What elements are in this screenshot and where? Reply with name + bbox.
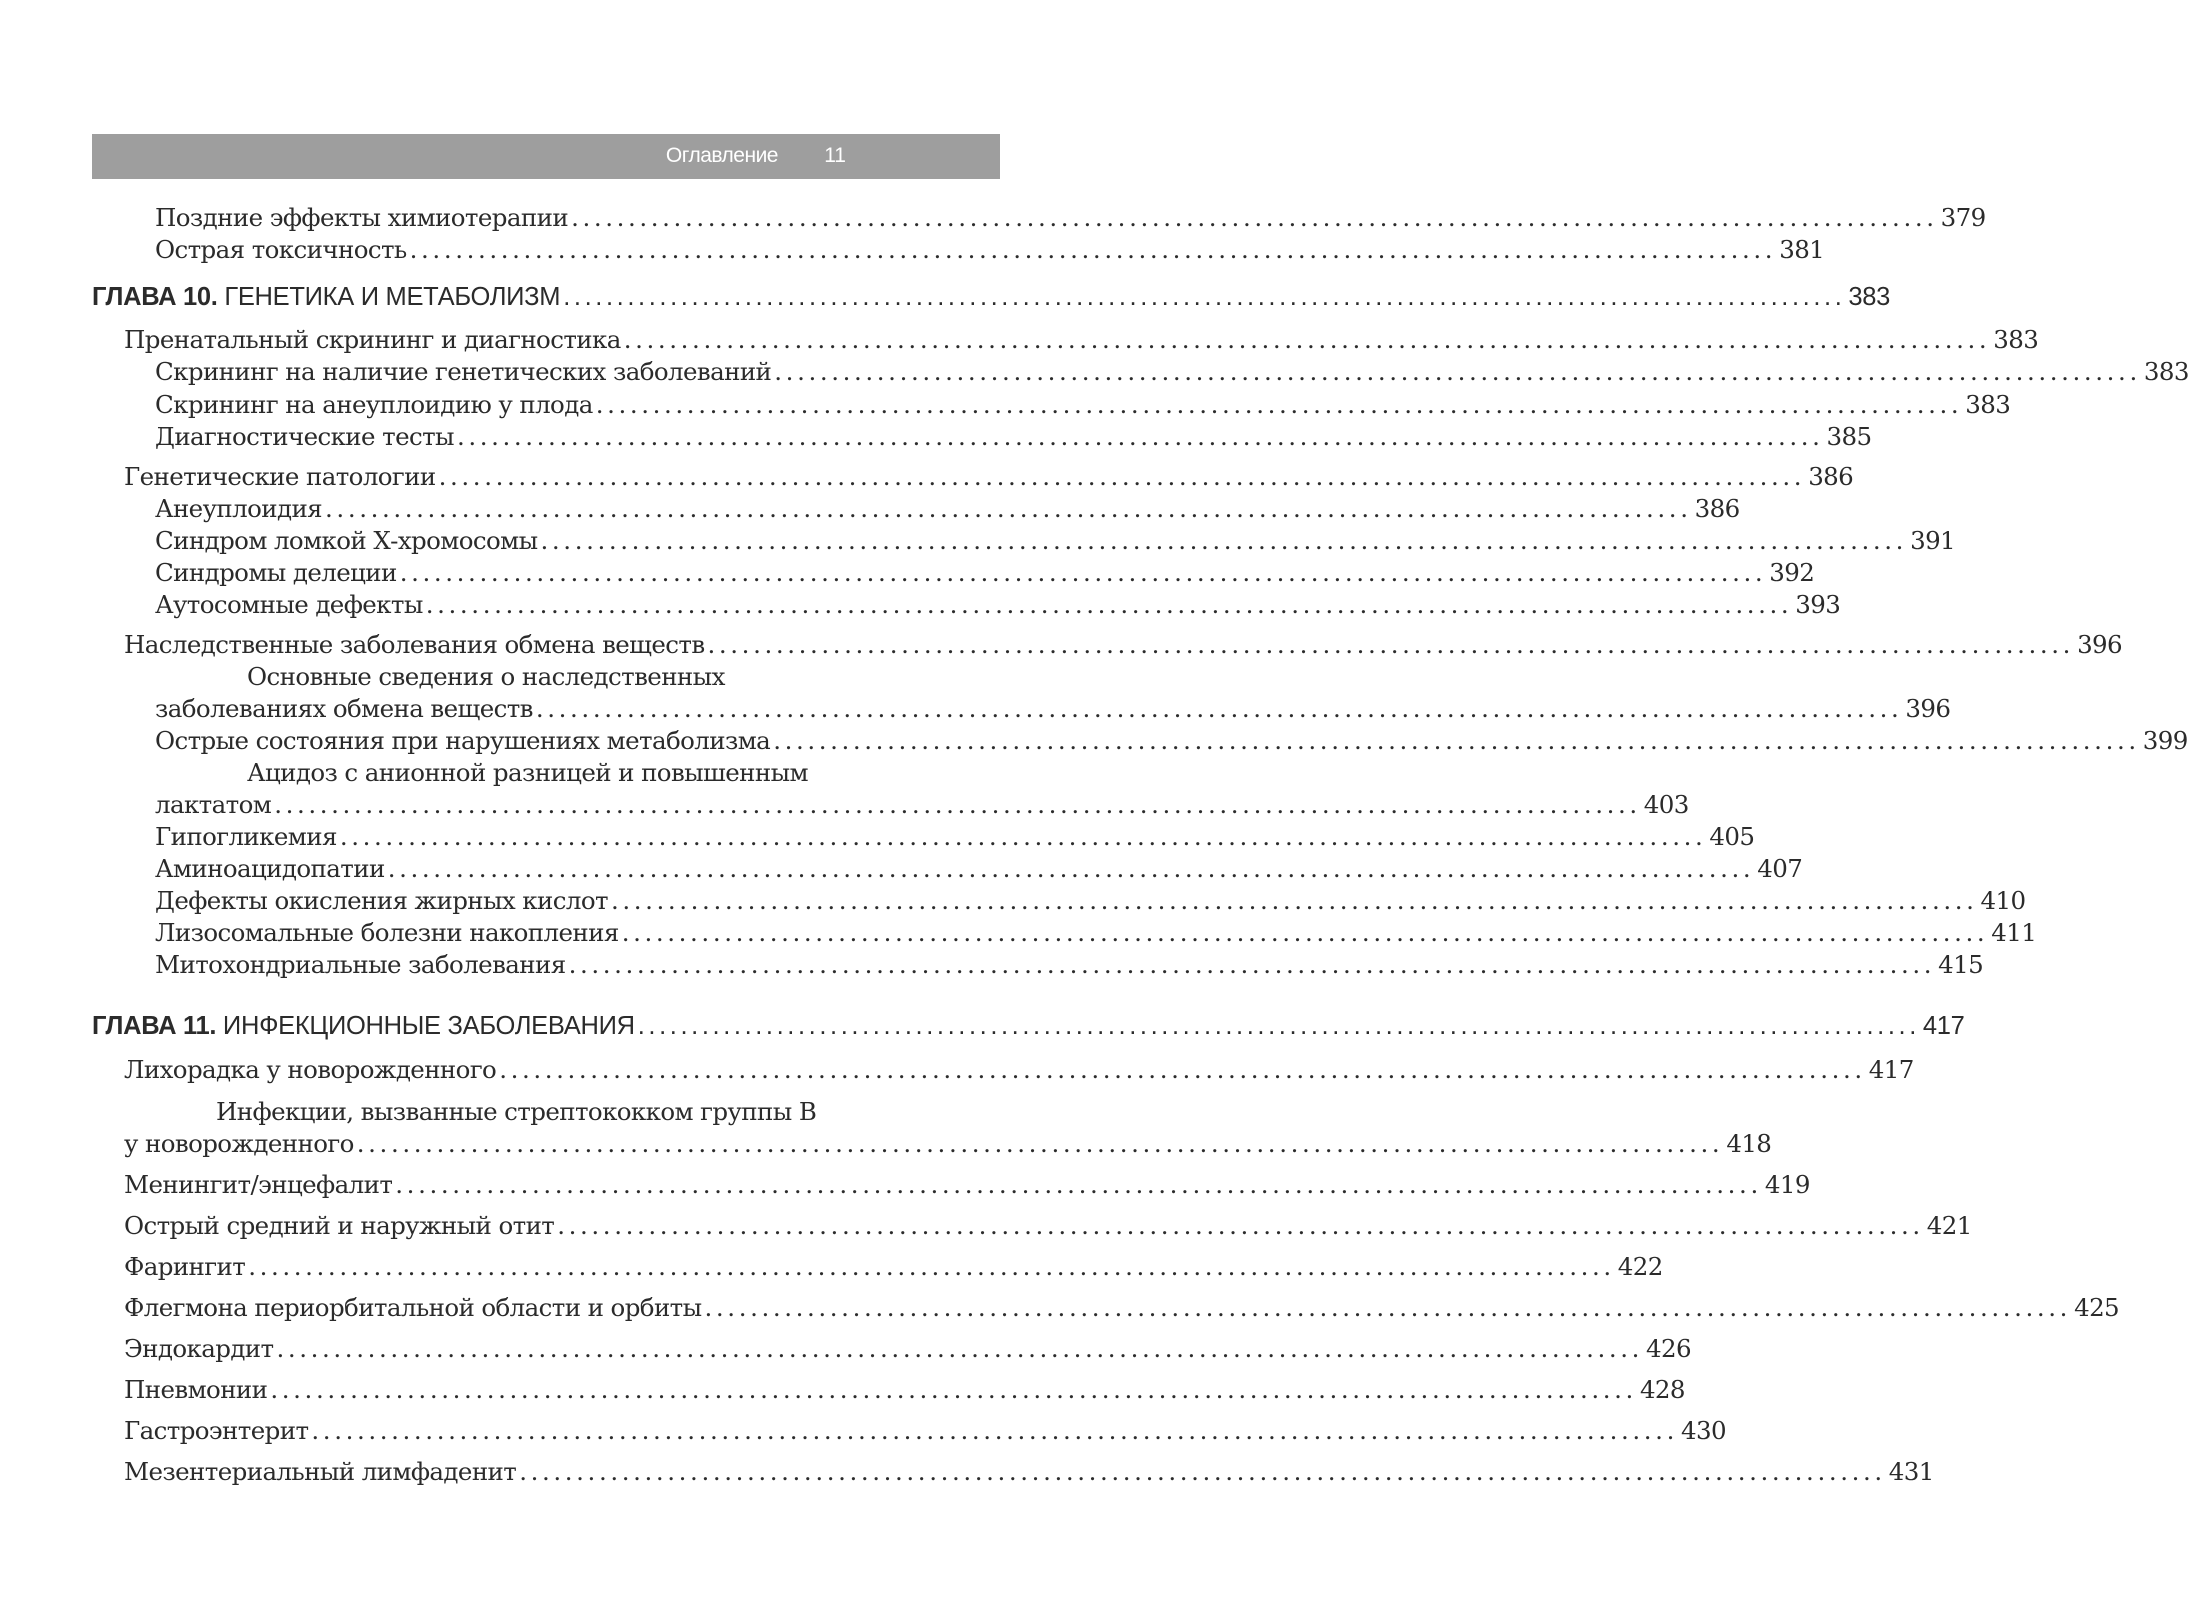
toc-entry-title: заболеваниях обмена веществ xyxy=(155,694,533,723)
leader-dots: ........................................................................................................................ xyxy=(248,1252,1615,1281)
toc-entry xyxy=(155,790,1689,819)
chapter-number: ГЛАВА 11. xyxy=(92,1012,217,1040)
leader-dots: ........................................................................................................................ xyxy=(356,1129,1724,1158)
toc-entry-page: 393 xyxy=(1795,590,1841,619)
header-title: Оглавление xyxy=(665,144,778,167)
toc-entry-title: Острые состояния при нарушениях метаболизма xyxy=(155,726,771,755)
toc-entry-page: 396 xyxy=(2077,630,2123,659)
toc-entry-page: 417 xyxy=(1868,1055,1914,1084)
leader-dots: ........................................................................................................................ xyxy=(637,1012,1920,1040)
leader-dots: ........................................................................................................................ xyxy=(499,1055,1866,1084)
toc-entry-page: 379 xyxy=(1940,203,1986,232)
toc-entry-title: Острая токсичность xyxy=(155,235,407,264)
toc-chapter-heading xyxy=(92,283,1891,312)
toc-entry-page: 411 xyxy=(1991,918,2037,947)
leader-dots: ........................................................................................................................ xyxy=(568,950,1936,979)
toc-entry-title: Флегмона периорбитальной области и орбиты xyxy=(124,1293,702,1322)
toc-entry xyxy=(155,357,2189,386)
toc-entry-page: 415 xyxy=(1938,950,1984,979)
toc-entry-page: 386 xyxy=(1808,462,1854,491)
toc-entry-title: Синдром ломкой Х-хромосомы xyxy=(155,526,538,555)
leader-dots: ........................................................................................................................ xyxy=(707,630,2075,659)
toc-entry xyxy=(155,886,2026,915)
toc-entry-title: Поздние эффекты химиотерапии xyxy=(155,203,569,232)
toc-entry xyxy=(124,1375,1685,1404)
toc-entry xyxy=(124,1293,2120,1322)
toc-entry xyxy=(155,526,1956,555)
toc-entry-page: 425 xyxy=(2074,1293,2120,1322)
leader-dots: ........................................................................................................................ xyxy=(311,1416,1678,1445)
toc-entry-page: 422 xyxy=(1617,1252,1663,1281)
toc-entry-title-line1: Ацидоз с анионной разницей и повышенным xyxy=(247,758,808,787)
toc-entry-page: 428 xyxy=(1639,1375,1685,1404)
leader-dots: ........................................................................................................................ xyxy=(557,1211,1924,1240)
toc-entry-page: 399 xyxy=(2142,726,2188,755)
toc-entry-page: 385 xyxy=(1826,422,1872,451)
toc-entry-page: 381 xyxy=(1779,235,1825,264)
toc-entry xyxy=(155,726,2188,755)
leader-dots: ........................................................................................................................ xyxy=(595,390,1963,419)
toc-entry-title: Скрининг на анеуплоидию у плода xyxy=(155,390,593,419)
toc-entry-page: 383 xyxy=(1993,325,2039,354)
toc-entry-page: 383 xyxy=(2143,357,2189,386)
toc-entry-title: Гастроэнтерит xyxy=(124,1416,309,1445)
toc-entry xyxy=(155,950,1984,979)
toc-entry xyxy=(155,390,2011,419)
leader-dots: ........................................................................................................................ xyxy=(456,422,1824,451)
leader-dots: ........................................................................................................................ xyxy=(623,325,1991,354)
toc-entry-title: Диагностические тесты xyxy=(155,422,454,451)
toc-entry-title: у новорожденного xyxy=(124,1129,354,1158)
leader-dots: ........................................................................................................................ xyxy=(425,590,1793,619)
toc-entry-title: Эндокардит xyxy=(124,1334,274,1363)
toc-entry-page: 391 xyxy=(1910,526,1956,555)
toc-entry-title: Острый средний и наружный отит xyxy=(124,1211,555,1240)
toc-entry-page: 392 xyxy=(1769,558,1815,587)
toc-entry-page: 426 xyxy=(1646,1334,1691,1363)
toc-entry xyxy=(155,854,1803,883)
toc-entry xyxy=(155,590,1841,619)
toc-entry-title: Скрининг на наличие генетических заболеваний xyxy=(155,357,772,386)
toc-entry-title: Пренатальный скрининг и диагностика xyxy=(124,325,621,354)
toc-entry xyxy=(124,1252,1663,1281)
toc-entry xyxy=(124,325,2039,354)
toc-entry xyxy=(124,630,2123,659)
leader-dots: ........................................................................................................................ xyxy=(274,790,1641,819)
toc-entry xyxy=(124,1055,1914,1084)
running-header xyxy=(92,134,1000,179)
toc-entry-page: 431 xyxy=(1888,1457,1934,1486)
toc-entry-page: 410 xyxy=(1980,886,2026,915)
toc-entry-page: 396 xyxy=(1905,694,1951,723)
leader-dots: ........................................................................................................................ xyxy=(270,1375,1637,1404)
chapter-title: ИНФЕКЦИОННЫЕ ЗАБОЛЕВАНИЯ xyxy=(222,1012,635,1040)
toc-entry xyxy=(124,1457,1934,1486)
toc-entry xyxy=(124,1416,1726,1445)
toc-entry xyxy=(155,918,2037,947)
toc-entry-page: 383 xyxy=(1848,283,1891,311)
toc-entry xyxy=(124,1170,1810,1199)
toc-entry xyxy=(155,422,1872,451)
toc-entry-title: Анеуплоидия xyxy=(155,494,323,523)
leader-dots: ........................................................................................................................ xyxy=(773,726,2140,755)
toc-entry-page: 430 xyxy=(1680,1416,1726,1445)
toc-entry xyxy=(155,203,1986,232)
toc-entry-title: Дефекты окисления жирных кислот xyxy=(155,886,608,915)
toc-entry-title-line1: Инфекции, вызванные стрептококком группы В xyxy=(216,1097,817,1126)
toc-entry-page: 405 xyxy=(1709,822,1755,851)
leader-dots: ........................................................................................................................ xyxy=(540,526,1908,555)
leader-dots: ........................................................................................................................ xyxy=(339,822,1707,851)
toc-entry-page: 386 xyxy=(1694,494,1740,523)
toc-entry-title: Митохондриальные заболевания xyxy=(155,950,566,979)
chapter-title: ГЕНЕТИКА И МЕТАБОЛИЗМ xyxy=(224,283,561,311)
toc-entry-title: Генетические патологии xyxy=(124,462,436,491)
leader-dots: ........................................................................................................................ xyxy=(704,1293,2072,1322)
leader-dots: ........................................................................................................................ xyxy=(519,1457,1886,1486)
leader-dots: ........................................................................................................................ xyxy=(276,1334,1644,1363)
toc-entry-title: Пневмонии xyxy=(124,1375,268,1404)
leader-dots: ........................................................................................................................ xyxy=(563,283,1846,311)
toc-entry xyxy=(155,822,1755,851)
toc-entry-title-line1: Основные сведения о наследственных xyxy=(247,662,725,691)
leader-dots: ........................................................................................................................ xyxy=(409,235,1777,264)
toc-entry xyxy=(155,235,1825,264)
toc-entry-page: 403 xyxy=(1643,790,1689,819)
toc-entry xyxy=(124,462,1854,491)
toc-entry-title: Фарингит xyxy=(124,1252,246,1281)
leader-dots: ........................................................................................................................ xyxy=(325,494,1692,523)
chapter-number: ГЛАВА 10. xyxy=(92,283,218,311)
leader-dots: ........................................................................................................................ xyxy=(535,694,1903,723)
toc-entry xyxy=(124,1129,1772,1158)
header-page-number: 11 xyxy=(824,144,846,167)
toc-entry-page: 421 xyxy=(1926,1211,1972,1240)
toc-entry-page: 419 xyxy=(1764,1170,1810,1199)
toc-entry xyxy=(124,1334,1691,1363)
toc-entry xyxy=(155,694,1951,723)
toc-entry-page: 407 xyxy=(1757,854,1803,883)
toc-entry-page: 417 xyxy=(1922,1012,1965,1040)
leader-dots: ........................................................................................................................ xyxy=(387,854,1755,883)
toc-entry-page: 418 xyxy=(1726,1129,1772,1158)
toc-entry-title: Менингит/энцефалит xyxy=(124,1170,393,1199)
toc-entry-title: Гипогликемия xyxy=(155,822,337,851)
toc-entry-title: Аутосомные дефекты xyxy=(155,590,423,619)
toc-entry xyxy=(155,494,1740,523)
toc-entry-title: Лихорадка у новорожденного xyxy=(124,1055,497,1084)
leader-dots: ........................................................................................................................ xyxy=(571,203,1938,232)
toc-entry-title: Синдромы делеции xyxy=(155,558,397,587)
toc-entry-title: лактатом xyxy=(155,790,272,819)
leader-dots: ........................................................................................................................ xyxy=(395,1170,1762,1199)
toc-chapter-heading xyxy=(92,1012,1965,1041)
leader-dots: ........................................................................................................................ xyxy=(438,462,1806,491)
leader-dots: ........................................................................................................................ xyxy=(774,357,2141,386)
toc-entry-title: Мезентериальный лимфаденит xyxy=(124,1457,517,1486)
leader-dots: ........................................................................................................................ xyxy=(610,886,1978,915)
toc-entry-title: Лизосомальные болезни накопления xyxy=(155,918,619,947)
toc-entry xyxy=(155,558,1815,587)
leader-dots: ........................................................................................................................ xyxy=(399,558,1767,587)
toc-entry-title: Наследственные заболевания обмена веществ xyxy=(124,630,705,659)
toc-entry-page: 383 xyxy=(1965,390,2011,419)
leader-dots: ........................................................................................................................ xyxy=(621,918,1989,947)
toc-entry-title: Аминоацидопатии xyxy=(155,854,385,883)
toc-entry xyxy=(124,1211,1972,1240)
